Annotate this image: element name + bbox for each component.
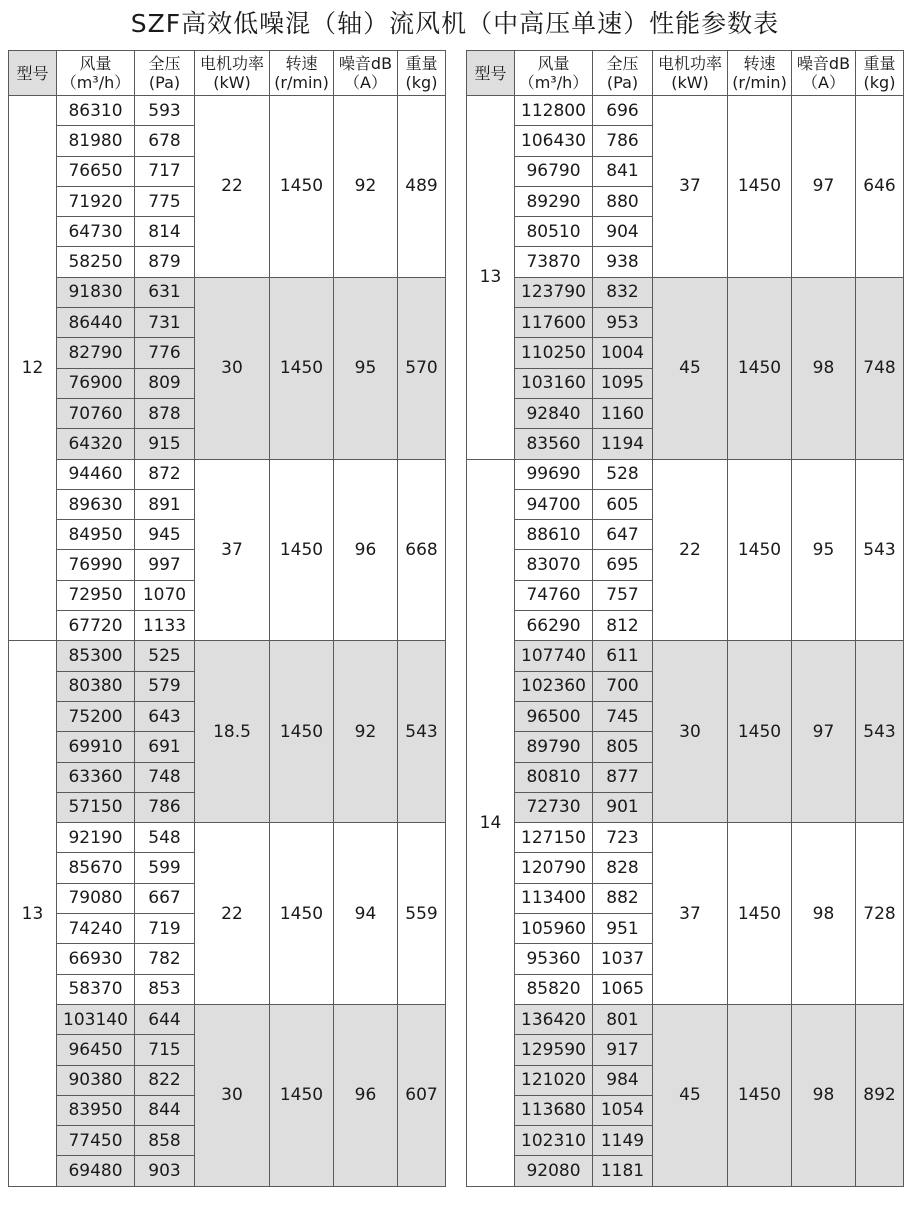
- airflow-cell: 83560: [515, 429, 593, 459]
- airflow-cell: 70760: [57, 398, 135, 428]
- weight-cell: 559: [398, 823, 446, 1005]
- airflow-cell: 123790: [515, 277, 593, 307]
- pressure-cell: 809: [135, 368, 195, 398]
- airflow-cell: 127150: [515, 823, 593, 853]
- weight-cell: 543: [856, 459, 904, 641]
- pressure-cell: 1149: [593, 1126, 653, 1156]
- header-pressure-unit: (Pa): [148, 73, 181, 92]
- pressure-cell: 631: [135, 277, 195, 307]
- header-airflow-unit: （m³/h）: [60, 73, 131, 92]
- airflow-cell: 74760: [515, 580, 593, 610]
- header-row: [9, 51, 446, 96]
- header-airflow-unit: （m³/h）: [518, 73, 589, 92]
- airflow-cell: 66290: [515, 611, 593, 641]
- pressure-cell: 748: [135, 762, 195, 792]
- pressure-cell: 984: [593, 1065, 653, 1095]
- airflow-cell: 83950: [57, 1095, 135, 1125]
- speed-cell: 1450: [270, 641, 334, 823]
- pressure-cell: 915: [135, 429, 195, 459]
- weight-cell: 668: [398, 459, 446, 641]
- right-spec-table: [466, 50, 904, 1187]
- airflow-cell: 69910: [57, 732, 135, 762]
- weight-cell: 607: [398, 1004, 446, 1186]
- airflow-cell: 58370: [57, 974, 135, 1004]
- pressure-cell: 879: [135, 247, 195, 277]
- airflow-cell: 102310: [515, 1126, 593, 1156]
- header-power: [195, 51, 270, 96]
- noise-cell: 92: [334, 641, 398, 823]
- weight-cell: 543: [398, 641, 446, 823]
- header-model: 型号: [9, 51, 57, 96]
- pressure-cell: 599: [135, 853, 195, 883]
- noise-cell: 95: [334, 277, 398, 459]
- airflow-cell: 94460: [57, 459, 135, 489]
- noise-cell: 98: [792, 277, 856, 459]
- airflow-cell: 92190: [57, 823, 135, 853]
- speed-cell: 1450: [728, 823, 792, 1005]
- airflow-cell: 67720: [57, 611, 135, 641]
- pressure-cell: 700: [593, 671, 653, 701]
- pressure-cell: 691: [135, 732, 195, 762]
- airflow-cell: 79080: [57, 883, 135, 913]
- noise-cell: 97: [792, 641, 856, 823]
- pressure-cell: 731: [135, 308, 195, 338]
- header-airflow: [57, 51, 135, 96]
- airflow-cell: 72730: [515, 792, 593, 822]
- header-row: [467, 51, 904, 96]
- airflow-cell: 129590: [515, 1035, 593, 1065]
- airflow-cell: 76650: [57, 156, 135, 186]
- airflow-cell: 76990: [57, 550, 135, 580]
- power-cell: 30: [195, 277, 270, 459]
- airflow-cell: 71920: [57, 186, 135, 216]
- power-cell: 18.5: [195, 641, 270, 823]
- pressure-cell: 611: [593, 641, 653, 671]
- airflow-cell: 75200: [57, 701, 135, 731]
- pressure-cell: 901: [593, 792, 653, 822]
- header-weight: [856, 51, 904, 96]
- airflow-cell: 96450: [57, 1035, 135, 1065]
- airflow-cell: 90380: [57, 1065, 135, 1095]
- header-noise-label: 噪音dB: [338, 54, 393, 73]
- table-row: [467, 277, 904, 307]
- pressure-cell: 891: [135, 489, 195, 519]
- power-cell: 45: [653, 277, 728, 459]
- airflow-cell: 96790: [515, 156, 593, 186]
- pressure-cell: 945: [135, 520, 195, 550]
- pressure-cell: 643: [135, 701, 195, 731]
- weight-cell: 570: [398, 277, 446, 459]
- airflow-cell: 99690: [515, 459, 593, 489]
- airflow-cell: 80380: [57, 671, 135, 701]
- airflow-cell: 74240: [57, 914, 135, 944]
- pressure-cell: 1095: [593, 368, 653, 398]
- speed-cell: 1450: [728, 1004, 792, 1186]
- pressure-cell: 719: [135, 914, 195, 944]
- airflow-cell: 73870: [515, 247, 593, 277]
- pressure-cell: 548: [135, 823, 195, 853]
- speed-cell: 1450: [270, 277, 334, 459]
- pressure-cell: 814: [135, 217, 195, 247]
- pressure-cell: 644: [135, 1004, 195, 1034]
- header-airflow-label: 风量: [79, 54, 112, 73]
- header-pressure: [135, 51, 195, 96]
- power-cell: 37: [653, 96, 728, 278]
- header-model: 型号: [467, 51, 515, 96]
- airflow-cell: 80810: [515, 762, 593, 792]
- model-cell: 13: [467, 96, 515, 460]
- table-row: [467, 823, 904, 853]
- pressure-cell: 878: [135, 398, 195, 428]
- pressure-cell: 880: [593, 186, 653, 216]
- header-weight-unit: (kg): [863, 73, 896, 92]
- header-speed-unit: (r/min): [732, 73, 787, 92]
- noise-cell: 92: [334, 96, 398, 278]
- pressure-cell: 828: [593, 853, 653, 883]
- header-speed-label: 转速: [743, 54, 776, 73]
- header-airflow-label: 风量: [537, 54, 570, 73]
- power-cell: 37: [653, 823, 728, 1005]
- table-row: [467, 1004, 904, 1034]
- airflow-cell: 69480: [57, 1156, 135, 1186]
- header-noise-unit: （A）: [802, 73, 845, 92]
- pressure-cell: 903: [135, 1156, 195, 1186]
- speed-cell: 1450: [728, 641, 792, 823]
- airflow-cell: 72950: [57, 580, 135, 610]
- pressure-cell: 904: [593, 217, 653, 247]
- airflow-cell: 64320: [57, 429, 135, 459]
- power-cell: 22: [195, 823, 270, 1005]
- pressure-cell: 1194: [593, 429, 653, 459]
- weight-cell: 748: [856, 277, 904, 459]
- airflow-cell: 94700: [515, 489, 593, 519]
- header-weight-label: 重量: [863, 54, 896, 73]
- airflow-cell: 92840: [515, 398, 593, 428]
- airflow-cell: 89630: [57, 489, 135, 519]
- pressure-cell: 953: [593, 308, 653, 338]
- airflow-cell: 85820: [515, 974, 593, 1004]
- airflow-cell: 66930: [57, 944, 135, 974]
- pressure-cell: 667: [135, 883, 195, 913]
- pressure-cell: 1054: [593, 1095, 653, 1125]
- airflow-cell: 85670: [57, 853, 135, 883]
- pressure-cell: 786: [593, 126, 653, 156]
- pressure-cell: 1181: [593, 1156, 653, 1186]
- pressure-cell: 801: [593, 1004, 653, 1034]
- airflow-cell: 95360: [515, 944, 593, 974]
- header-pressure-label: 全压: [148, 54, 181, 73]
- header-noise-unit: （A）: [344, 73, 387, 92]
- airflow-cell: 113680: [515, 1095, 593, 1125]
- model-cell: 14: [467, 459, 515, 1186]
- airflow-cell: 88610: [515, 520, 593, 550]
- airflow-cell: 112800: [515, 96, 593, 126]
- pressure-cell: 882: [593, 883, 653, 913]
- pressure-cell: 525: [135, 641, 195, 671]
- pressure-cell: 1133: [135, 611, 195, 641]
- airflow-cell: 57150: [57, 792, 135, 822]
- speed-cell: 1450: [270, 823, 334, 1005]
- pressure-cell: 757: [593, 580, 653, 610]
- pressure-cell: 695: [593, 550, 653, 580]
- noise-cell: 97: [792, 96, 856, 278]
- pressure-cell: 745: [593, 701, 653, 731]
- pressure-cell: 723: [593, 823, 653, 853]
- airflow-cell: 58250: [57, 247, 135, 277]
- pressure-cell: 647: [593, 520, 653, 550]
- power-cell: 30: [195, 1004, 270, 1186]
- pressure-cell: 938: [593, 247, 653, 277]
- header-noise-label: 噪音dB: [796, 54, 851, 73]
- airflow-cell: 82790: [57, 338, 135, 368]
- noise-cell: 96: [334, 459, 398, 641]
- airflow-cell: 86440: [57, 308, 135, 338]
- airflow-cell: 102360: [515, 671, 593, 701]
- header-speed-label: 转速: [285, 54, 318, 73]
- pressure-cell: 997: [135, 550, 195, 580]
- noise-cell: 98: [792, 823, 856, 1005]
- table-row: [467, 641, 904, 671]
- header-power-label: 电机功率: [657, 54, 722, 73]
- header-weight-unit: (kg): [405, 73, 438, 92]
- power-cell: 22: [195, 96, 270, 278]
- header-airflow: [515, 51, 593, 96]
- airflow-cell: 113400: [515, 883, 593, 913]
- weight-cell: 728: [856, 823, 904, 1005]
- header-power: [653, 51, 728, 96]
- pressure-cell: 696: [593, 96, 653, 126]
- table-row: [9, 96, 446, 126]
- pressure-cell: 858: [135, 1126, 195, 1156]
- pressure-cell: 812: [593, 611, 653, 641]
- model-cell: 12: [9, 96, 57, 641]
- header-power-unit: (kW): [671, 73, 709, 92]
- airflow-cell: 107740: [515, 641, 593, 671]
- header-noise: [334, 51, 398, 96]
- speed-cell: 1450: [728, 96, 792, 278]
- table-row: [467, 96, 904, 126]
- pressure-cell: 593: [135, 96, 195, 126]
- airflow-cell: 91830: [57, 277, 135, 307]
- left-spec-table: [8, 50, 446, 1187]
- pressure-cell: 678: [135, 126, 195, 156]
- airflow-cell: 110250: [515, 338, 593, 368]
- weight-cell: 646: [856, 96, 904, 278]
- airflow-cell: 120790: [515, 853, 593, 883]
- airflow-cell: 96500: [515, 701, 593, 731]
- pressure-cell: 605: [593, 489, 653, 519]
- noise-cell: 98: [792, 1004, 856, 1186]
- airflow-cell: 84950: [57, 520, 135, 550]
- speed-cell: 1450: [270, 459, 334, 641]
- table-row: [9, 823, 446, 853]
- speed-cell: 1450: [728, 277, 792, 459]
- table-row: [9, 1004, 446, 1034]
- airflow-cell: 86310: [57, 96, 135, 126]
- table-row: [9, 277, 446, 307]
- airflow-cell: 121020: [515, 1065, 593, 1095]
- table-row: [9, 641, 446, 671]
- airflow-cell: 103140: [57, 1004, 135, 1034]
- header-pressure: [593, 51, 653, 96]
- header-pressure-label: 全压: [606, 54, 639, 73]
- pressure-cell: 877: [593, 762, 653, 792]
- weight-cell: 543: [856, 641, 904, 823]
- pressure-cell: 1070: [135, 580, 195, 610]
- pressure-cell: 579: [135, 671, 195, 701]
- speed-cell: 1450: [728, 459, 792, 641]
- airflow-cell: 80510: [515, 217, 593, 247]
- power-cell: 45: [653, 1004, 728, 1186]
- airflow-cell: 117600: [515, 308, 593, 338]
- pressure-cell: 951: [593, 914, 653, 944]
- pressure-cell: 805: [593, 732, 653, 762]
- airflow-cell: 136420: [515, 1004, 593, 1034]
- airflow-cell: 105960: [515, 914, 593, 944]
- table-row: [467, 459, 904, 489]
- noise-cell: 96: [334, 1004, 398, 1186]
- power-cell: 22: [653, 459, 728, 641]
- pressure-cell: 782: [135, 944, 195, 974]
- header-speed: [270, 51, 334, 96]
- header-weight-label: 重量: [405, 54, 438, 73]
- pressure-cell: 786: [135, 792, 195, 822]
- header-pressure-unit: (Pa): [606, 73, 639, 92]
- pressure-cell: 528: [593, 459, 653, 489]
- speed-cell: 1450: [270, 1004, 334, 1186]
- airflow-cell: 64730: [57, 217, 135, 247]
- model-cell: 13: [9, 641, 57, 1186]
- speed-cell: 1450: [270, 96, 334, 278]
- pressure-cell: 917: [593, 1035, 653, 1065]
- pressure-cell: 1065: [593, 974, 653, 1004]
- noise-cell: 95: [792, 459, 856, 641]
- airflow-cell: 77450: [57, 1126, 135, 1156]
- pressure-cell: 832: [593, 277, 653, 307]
- airflow-cell: 76900: [57, 368, 135, 398]
- page-title: SZF高效低噪混（轴）流风机（中高压单速）性能参数表: [130, 9, 780, 38]
- pressure-cell: 1037: [593, 944, 653, 974]
- airflow-cell: 63360: [57, 762, 135, 792]
- header-speed: [728, 51, 792, 96]
- power-cell: 37: [195, 459, 270, 641]
- table-row: [9, 459, 446, 489]
- power-cell: 30: [653, 641, 728, 823]
- airflow-cell: 89290: [515, 186, 593, 216]
- pressure-cell: 822: [135, 1065, 195, 1095]
- header-noise: [792, 51, 856, 96]
- header-power-unit: (kW): [213, 73, 251, 92]
- header-weight: [398, 51, 446, 96]
- pressure-cell: 841: [593, 156, 653, 186]
- pressure-cell: 1004: [593, 338, 653, 368]
- pressure-cell: 775: [135, 186, 195, 216]
- airflow-cell: 83070: [515, 550, 593, 580]
- pressure-cell: 872: [135, 459, 195, 489]
- airflow-cell: 89790: [515, 732, 593, 762]
- left-table-body: [9, 96, 446, 1187]
- airflow-cell: 103160: [515, 368, 593, 398]
- right-table-body: [467, 96, 904, 1187]
- pressure-cell: 715: [135, 1035, 195, 1065]
- airflow-cell: 106430: [515, 126, 593, 156]
- weight-cell: 489: [398, 96, 446, 278]
- header-speed-unit: (r/min): [274, 73, 329, 92]
- airflow-cell: 85300: [57, 641, 135, 671]
- pressure-cell: 853: [135, 974, 195, 1004]
- noise-cell: 94: [334, 823, 398, 1005]
- header-power-label: 电机功率: [199, 54, 264, 73]
- weight-cell: 892: [856, 1004, 904, 1186]
- pressure-cell: 1160: [593, 398, 653, 428]
- pressure-cell: 717: [135, 156, 195, 186]
- airflow-cell: 81980: [57, 126, 135, 156]
- pressure-cell: 844: [135, 1095, 195, 1125]
- airflow-cell: 92080: [515, 1156, 593, 1186]
- pressure-cell: 776: [135, 338, 195, 368]
